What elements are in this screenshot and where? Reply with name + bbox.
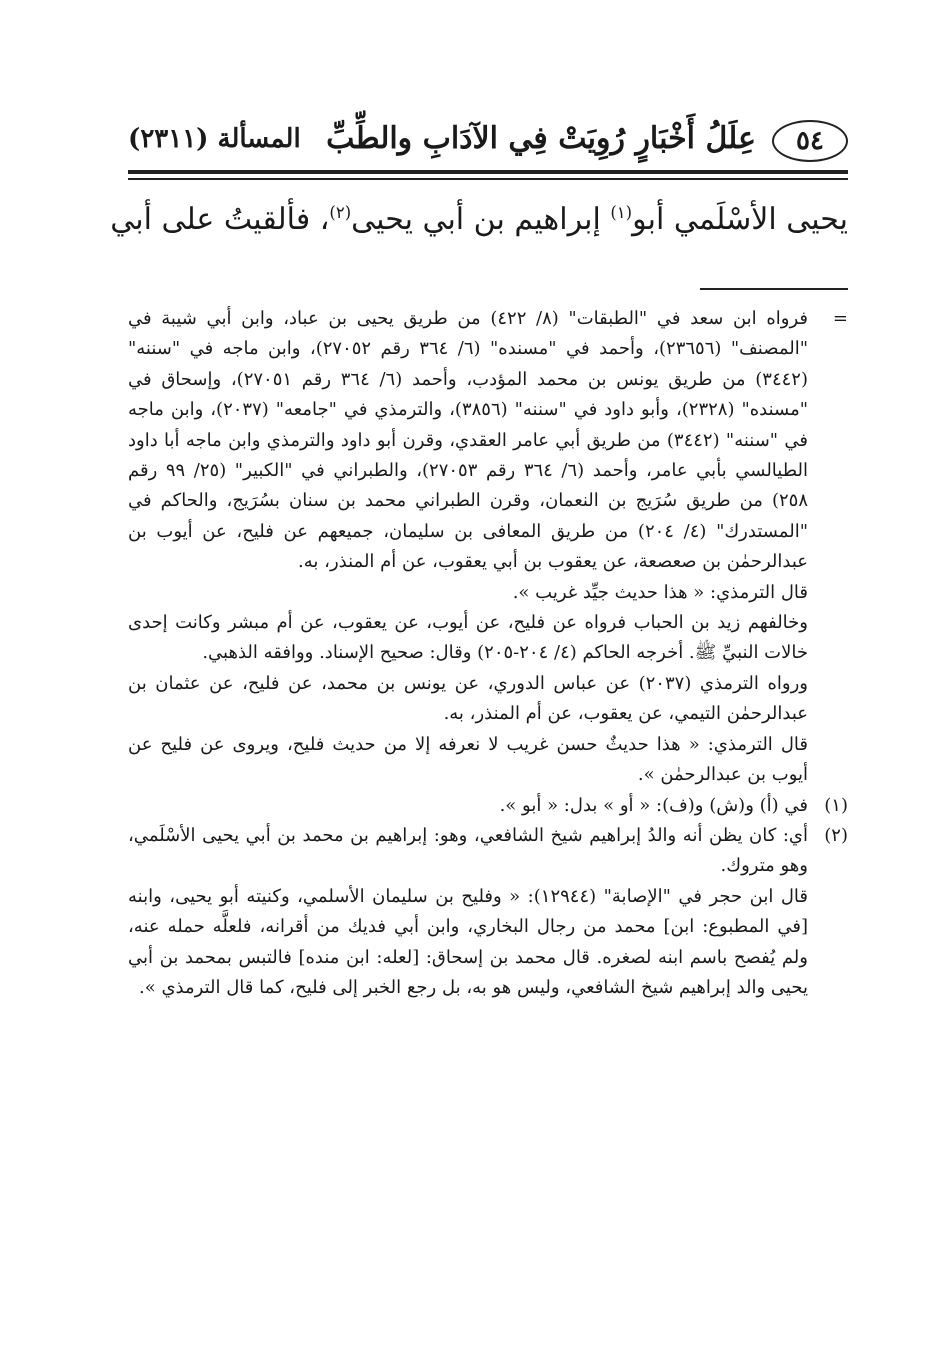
footnote-paragraph: قال الترمذي: « هذا حديثٌ حسن غريب لا نعرفه إلا من حديث فليح، ويروى عن فليح عن أيوب بن عبدالرحمٰن ».: [128, 733, 808, 786]
footnote-ref-1[interactable]: (١): [610, 203, 633, 222]
footnote-2-mark: (٢): [824, 824, 848, 846]
footnote-ref-2[interactable]: (٢): [329, 203, 352, 222]
footnote-separator: [700, 288, 848, 290]
footnote-2-paragraph: أي: كان يظن أنه والدُ إبراهيم شيخ الشافعي، وهو: إبراهيم بن محمد بن أبي يحيى الأسْلَمي، وهو متروك.: [128, 824, 808, 877]
footnote-2: [128, 821, 848, 1003]
main-text-line: [110, 192, 848, 248]
main-text-part1: يحيى الأسْلَمي أبو: [632, 202, 848, 237]
footnote-paragraph: قال الترمذي: « هذا حديث جيِّد غريب ».: [512, 581, 808, 603]
footnote-paragraph: فرواه ابن سعد في "الطبقات" (٨/ ٤٢٢) من طريق يحيى بن عباد، وابن أبي شيبة في "المصنف" (٢٣٦٥٦)، وأحمد في "مسنده" (٦/ ٣٦٤ رقم ٢٧٠٥٢)، وابن ماجه في "سننه" (٣٤٤٢) من طريق يونس بن محمد المؤدب، وأحمد (٦/ ٣٦٤ رقم ٢٧٠٥١)، وإسحاق في "مسنده" (٢٣٢٨)، وأبو داود في "سننه" (٣٨٥٦)، والترمذي في "جامعه" (٢٠٣٧)، وابن ماجه في "سننه" (٣٤٤٢) من طريق أبي عامر العقدي، وقرن أبو داود والترمذي وابن ماجه أبا داود الطيالسي بأبي عامر، وأحمد (٦/ ٣٦٤ رقم ٢٧٠٥٣)، والطبراني في "الكبير" (٢٥/ ٩٩ رقم ٢٥٨) من طريق سُرَيج بن النعمان، وقرن الطبراني محمد بن سنان بسُرَيج، والحاكم في "المستدرك" (٤/ ٢٠٤) من طريق المعافى بن سليمان، جميعهم عن فليح، عن أيوب بن عبدالرحمٰن بن صعصعة، عن يعقوب بن أبي يعقوب، عن أم المنذر، به.: [128, 308, 809, 573]
main-text-part3: ، فألقيتُ على أبي: [110, 202, 330, 237]
book-title: عِلَلُ أَخْبَارٍ رُوِيَتْ فِي الآدَابِ والطِّبِّ: [326, 121, 756, 156]
header-rule-thick: [128, 170, 848, 174]
footnote-1-text: في (أ) و(ش) و(ف): « أو » بدل: « أبو ».: [499, 794, 808, 816]
footnotes-section: [128, 304, 848, 1003]
footnote-2-paragraph: قال ابن حجر في "الإصابة" (١٢٩٤٤): « وفليح بن سليمان الأسلمي، وكنيته أبو يحيى، وابنه [في المطبوع: ابن] محمد من رجال البخاري، وابن أبي فديك من أقرانه، فلعلَّه حمله عنه، ولم يُفصح باسم ابنه لصغره. قال محمد بن إسحاق: [لعله: ابن منده] فالتبس بمحمد بن أبي يحيى والد إبراهيم شيخ الشافعي، وليس هو به، بل رجع الخبر إلى فليح، كما قال الترمذي ».: [128, 885, 808, 998]
footnote-continuation: [128, 304, 848, 791]
footnote-paragraph: ورواه الترمذي (٢٠٣٧) عن عباس الدوري، عن يونس بن محمد، عن فليح، عن عثمان بن عبدالرحمٰن التيمي، عن يعقوب، عن أم المنذر، به.: [128, 672, 808, 725]
page-header: [128, 118, 848, 164]
footnote-paragraph: وخالفهم زيد بن الحباب فرواه عن فليح، عن أيوب، عن يعقوب، عن أم مبشر وكانت إحدى خالات النبيِّ ﷺ. أخرجه الحاكم (٤/ ٢٠٤-٢٠٥) وقال: صحيح الإسناد. ووافقه الذهبي.: [128, 612, 808, 664]
main-text-part2: إبراهيم بن أبي يحيى: [351, 202, 611, 237]
page-number-badge: [772, 120, 848, 162]
continuation-mark: =: [832, 308, 848, 329]
header-rule-thin: [128, 178, 848, 180]
page-number: ٥٤: [796, 126, 824, 156]
issue-label: المسألة (٢٣١١): [128, 124, 301, 154]
footnote-1: [128, 791, 848, 821]
footnote-1-mark: (١): [824, 794, 848, 816]
